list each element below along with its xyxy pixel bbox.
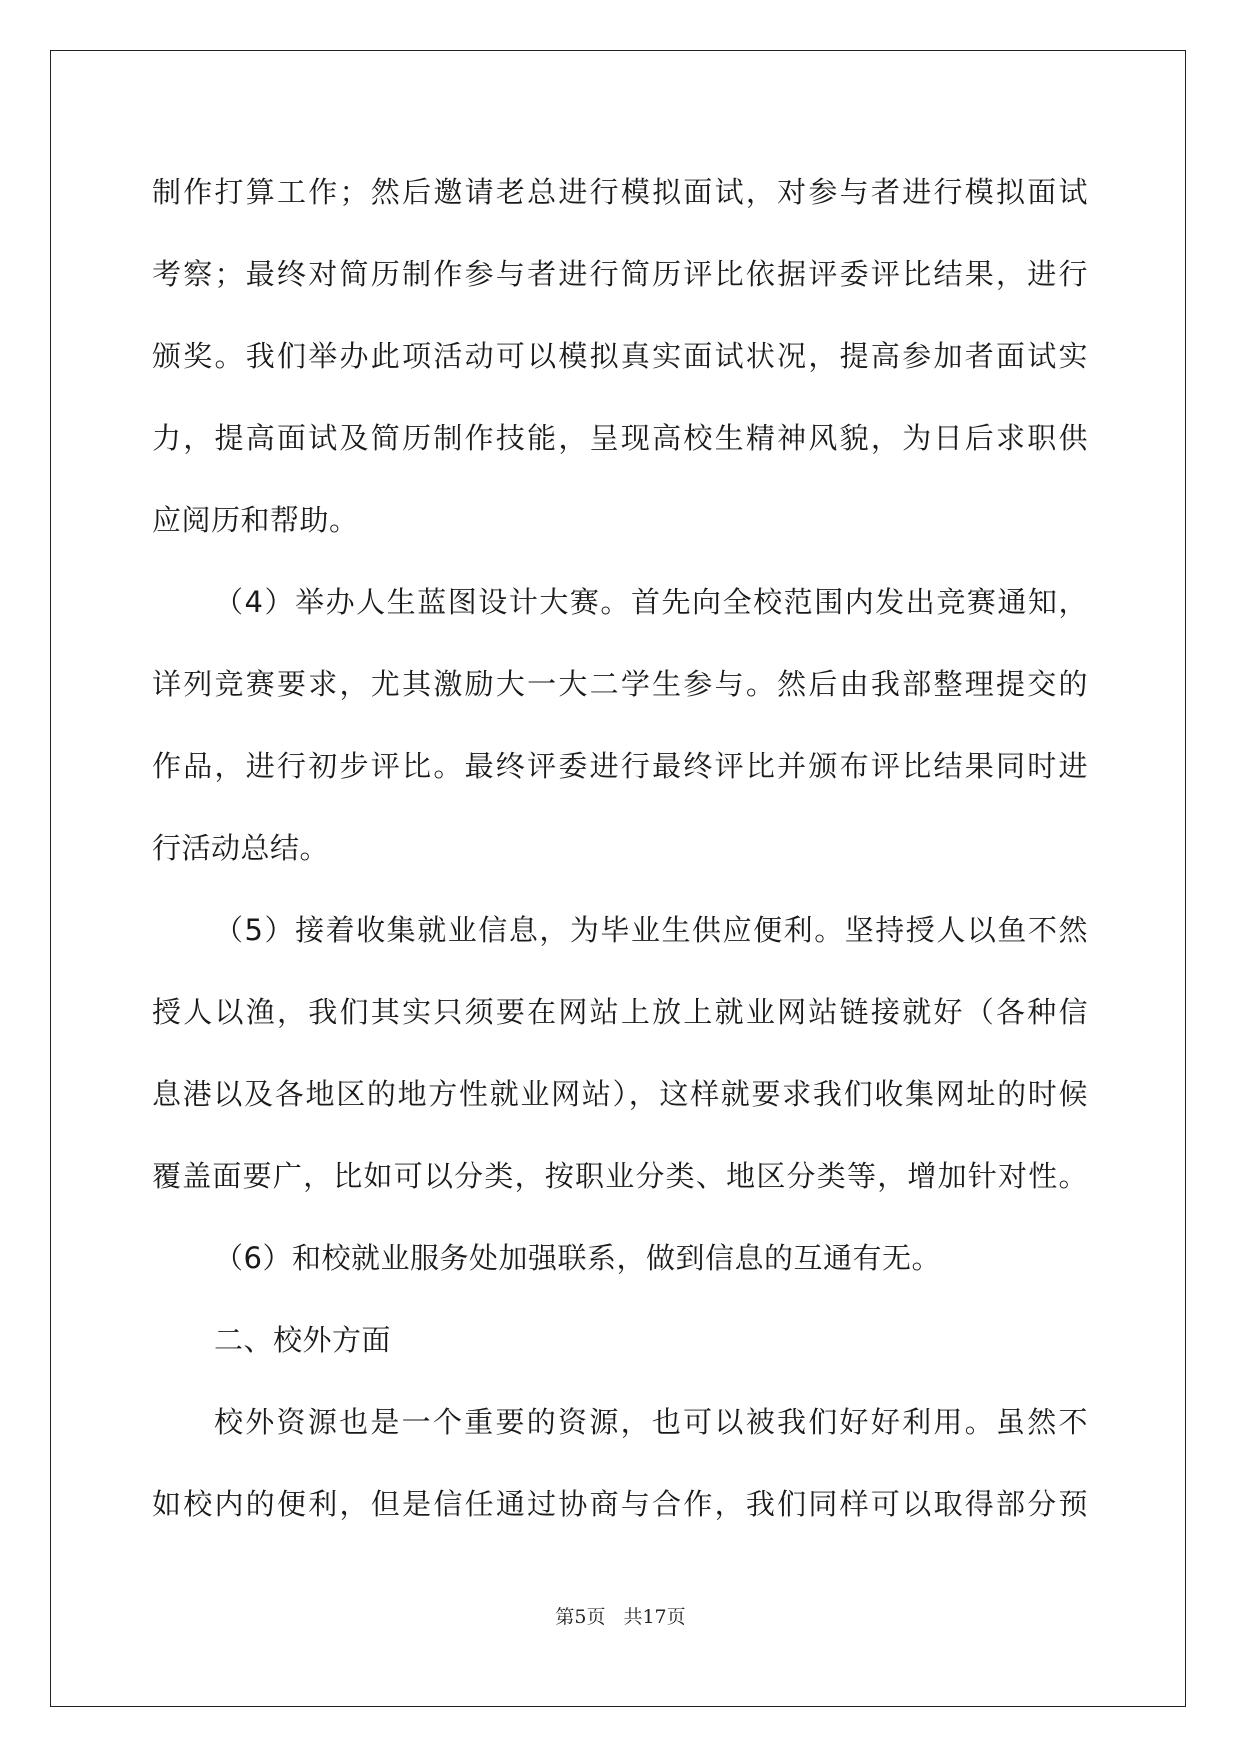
- text-line: 行活动总结。: [152, 831, 330, 865]
- document-body: [152, 166, 1088, 1560]
- text-line: 应阅历和帮助。: [152, 503, 359, 537]
- total-pages: 共17页: [623, 1606, 686, 1628]
- text-line: 力，提高面试及简历制作技能，呈现高校生精神风貌，为日后求职供: [152, 421, 1088, 455]
- text-line: 作品，进行初步评比。最终评委进行最终评比并颁布评比结果同时进: [152, 749, 1088, 783]
- text-line: 覆盖面要广，比如可以分类，按职业分类、地区分类等，增加针对性。: [152, 1159, 1088, 1193]
- text-line: 考察；最终对简历制作参与者进行简历评比依据评委评比结果，进行: [152, 257, 1088, 291]
- text-line: 如校内的便利，但是信任通过协商与合作，我们同样可以取得部分预: [152, 1487, 1088, 1521]
- paragraph-start-line: （6）和校就业服务处加强联系，做到信息的互通有无。: [214, 1241, 941, 1275]
- text-line: 颁奖。我们举办此项活动可以模拟真实面试状况，提高参加者面试实: [152, 339, 1088, 373]
- text-line: 息港以及各地区的地方性就业网站），这样就要求我们收集网址的时候: [152, 1077, 1088, 1111]
- paragraph-start-line: 校外资源也是一个重要的资源，也可以被我们好好利用。虽然不: [214, 1405, 1088, 1439]
- page-number: 第5页: [555, 1606, 606, 1628]
- text-line: 授人以渔，我们其实只须要在网站上放上就业网站链接就好（各种信: [152, 995, 1088, 1029]
- text-line: 详列竞赛要求，尤其激励大一大二学生参与。然后由我部整理提交的: [152, 667, 1088, 701]
- text-line: 制作打算工作；然后邀请老总进行模拟面试，对参与者进行模拟面试: [152, 175, 1088, 209]
- paragraph-start-line: （4）举办人生蓝图设计大赛。首先向全校范围内发出竞赛通知，: [214, 585, 1088, 619]
- page-footer: [0, 1602, 1241, 1629]
- section-heading: 二、校外方面: [214, 1323, 392, 1357]
- paragraph-start-line: （5）接着收集就业信息，为毕业生供应便利。坚持授人以鱼不然: [214, 913, 1088, 947]
